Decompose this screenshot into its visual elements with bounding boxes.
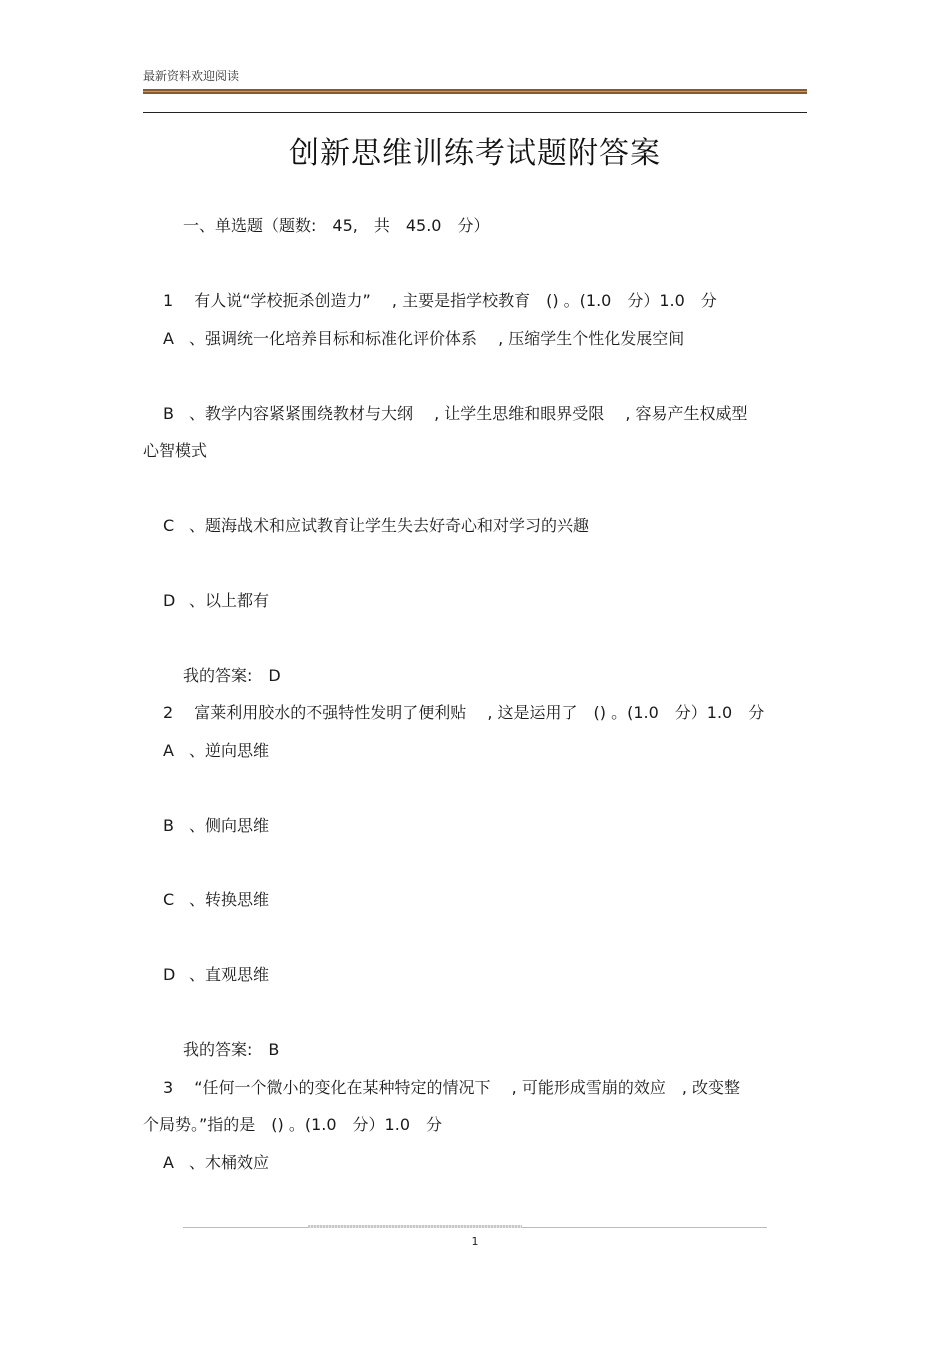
option-text: 、教学内容紧紧围绕教材与大纲 , 让学生思维和眼界受限 , 容易产生权威型: [189, 404, 748, 423]
question-3-stem-continued: 个局势。”指的是 () 。(1.0 分）1.0 分: [143, 1115, 442, 1134]
question-2-option-a: [163, 738, 269, 761]
page-number: 1: [471, 1235, 479, 1248]
option-letter: B: [163, 404, 174, 423]
document-title: 创新思维训练考试题附答案: [289, 136, 661, 171]
page-header: 最新资料欢迎阅读: [143, 69, 240, 83]
option-text: 、直观思维: [189, 965, 270, 984]
question-2-option-d: [163, 962, 269, 985]
option-letter: A: [163, 329, 174, 348]
option-letter: A: [163, 741, 174, 760]
option-text: 、逆向思维: [189, 741, 270, 760]
question-1-option-a: [163, 326, 684, 349]
question-3-option-a: [163, 1150, 269, 1173]
option-letter: D: [163, 591, 176, 610]
option-letter: A: [163, 1153, 174, 1172]
option-letter: D: [163, 965, 176, 984]
question-1-option-b: [163, 401, 748, 424]
question-1-stem: 1 有人说“学校扼杀创造力” , 主要是指学校教育 () 。(1.0 分）1.0 分: [163, 291, 717, 310]
option-text: 、侧向思维: [189, 816, 270, 835]
footer-rule-accent: [308, 1225, 522, 1228]
option-letter: C: [163, 516, 175, 535]
header-rule-double: [143, 89, 807, 94]
question-1-option-d: [163, 588, 269, 611]
question-2-option-b: [163, 813, 269, 836]
question-1-answer: 我的答案: D: [183, 666, 281, 685]
question-2-option-c: [163, 887, 269, 910]
option-text: 、木桶效应: [189, 1153, 270, 1172]
option-text: 、以上都有: [189, 591, 270, 610]
question-1-option-b-continued: 心智模式: [143, 441, 208, 460]
option-text: 、强调统一化培养目标和标准化评价体系 , 压缩学生个性化发展空间: [189, 329, 685, 348]
option-letter: C: [163, 890, 175, 909]
header-rule: [143, 112, 807, 113]
option-text: 、题海战术和应试教育让学生失去好奇心和对学习的兴趣: [189, 516, 590, 535]
section-heading: 一、单选题（题数: 45, 共 45.0 分）: [183, 216, 490, 235]
question-2-answer: 我的答案: B: [183, 1040, 280, 1059]
question-1-option-c: [163, 513, 589, 536]
question-2-stem: 2 富莱利用胶水的不强特性发明了便利贴 , 这是运用了 () 。(1.0 分）1.0 分: [163, 703, 765, 722]
option-text: 、转换思维: [189, 890, 270, 909]
question-3-stem: 3 “任何一个微小的变化在某种特定的情况下 , 可能形成雪崩的效应 , 改变整: [163, 1078, 740, 1097]
option-letter: B: [163, 816, 174, 835]
